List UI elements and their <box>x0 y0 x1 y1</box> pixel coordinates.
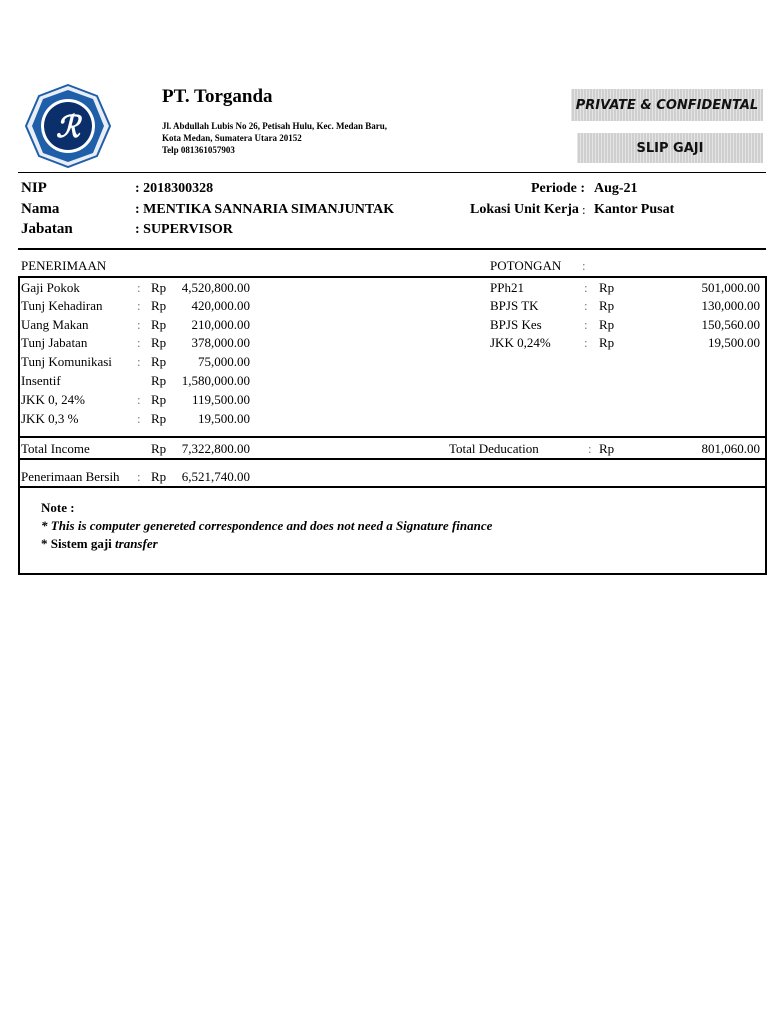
address-line: Telp 081361057903 <box>162 145 235 155</box>
nip-label: NIP <box>21 180 47 196</box>
deduction-amount: 501,000.00 <box>701 280 760 295</box>
income-label: Tunj Kehadiran <box>21 298 103 313</box>
income-colon: : <box>137 392 141 407</box>
note-title: Note : <box>41 500 75 515</box>
deduction-label: BPJS TK <box>490 298 539 313</box>
address-line: Jl. Abdullah Lubis No 26, Petisah Hulu, Kec. Medan Baru, <box>162 121 388 131</box>
income-amount: 210,000.00 <box>191 317 250 332</box>
divider <box>18 172 766 173</box>
income-label: Uang Makan <box>21 317 89 332</box>
deduction-colon: : <box>584 280 588 295</box>
income-currency: Rp <box>151 335 167 350</box>
income-label: JKK 0,3 % <box>21 411 79 426</box>
total-income-currency: Rp <box>151 441 167 456</box>
income-label: Tunj Jabatan <box>21 335 88 350</box>
income-colon: : <box>137 354 141 369</box>
income-label: Insentif <box>21 373 61 388</box>
income-colon: : <box>137 411 141 426</box>
total-income-amount: 7,322,800.00 <box>181 441 250 456</box>
deduction-colon: : <box>584 335 588 350</box>
periode-label: Periode : <box>531 181 586 196</box>
income-amount: 378,000.00 <box>191 335 250 350</box>
income-currency: Rp <box>151 392 167 407</box>
deduction-currency: Rp <box>599 335 615 350</box>
income-amount: 75,000.00 <box>198 354 250 369</box>
company-address <box>162 120 387 156</box>
slip-gaji-banner: SLIP GAJI <box>577 133 763 163</box>
deduction-currency: Rp <box>599 298 615 313</box>
net-income-currency: Rp <box>151 469 167 484</box>
address-line: Kota Medan, Sumatera Utara 20152 <box>162 133 302 143</box>
divider <box>18 248 766 250</box>
income-label: Gaji Pokok <box>21 280 80 295</box>
income-currency: Rp <box>151 373 167 388</box>
deduction-label: BPJS Kes <box>490 317 542 332</box>
nama-value: : MENTIKA SANNARIA SIMANJUNTAK <box>135 202 395 217</box>
income-amount: 19,500.00 <box>198 411 250 426</box>
note-line-2-italic: transfer <box>115 536 158 551</box>
deduction-colon: : <box>584 317 588 332</box>
total-deduction-colon: : <box>588 441 592 456</box>
income-amount: 1,580,000.00 <box>181 373 250 388</box>
income-currency: Rp <box>151 280 167 295</box>
income-label: JKK 0, 24% <box>21 392 85 407</box>
income-currency: Rp <box>151 317 167 332</box>
company-seal-icon <box>24 84 112 168</box>
net-income-colon: : <box>137 469 141 484</box>
penerimaan-header: PENERIMAAN <box>21 258 107 273</box>
total-deduction-label: Total Deducation <box>449 441 539 456</box>
note-line-1: * This is computer genereted correspondence and does not need a Signature finance <box>41 518 493 533</box>
income-colon: : <box>137 335 141 350</box>
svg-text:ℛ: ℛ <box>56 111 80 144</box>
lokasi-value: Kantor Pusat <box>594 202 675 217</box>
income-currency: Rp <box>151 411 167 426</box>
potongan-colon: : <box>582 258 586 273</box>
deduction-amount: 150,560.00 <box>701 317 760 332</box>
lokasi-label: Lokasi Unit Kerja <box>470 202 579 217</box>
divider <box>18 486 767 488</box>
total-deduction-amount: 801,060.00 <box>701 441 760 456</box>
deduction-currency: Rp <box>599 280 615 295</box>
income-amount: 119,500.00 <box>191 392 250 407</box>
deduction-amount: 130,000.00 <box>701 298 760 313</box>
private-confidential-banner: PRIVATE & CONFIDENTAL <box>571 89 763 121</box>
deduction-amount: 19,500.00 <box>708 335 760 350</box>
company-name: PT. Torganda <box>162 86 273 107</box>
net-income-amount: 6,521,740.00 <box>181 469 250 484</box>
total-deduction-currency: Rp <box>599 441 615 456</box>
note-line-2 <box>41 536 158 552</box>
income-currency: Rp <box>151 354 167 369</box>
income-amount: 4,520,800.00 <box>181 280 250 295</box>
income-colon: : <box>137 317 141 332</box>
jabatan-label: Jabatan <box>21 221 73 237</box>
potongan-header: POTONGAN <box>490 258 562 273</box>
jabatan-value: : SUPERVISOR <box>135 222 233 237</box>
total-income-label: Total Income <box>21 441 90 456</box>
deduction-label: PPh21 <box>490 280 524 295</box>
deduction-currency: Rp <box>599 317 615 332</box>
income-currency: Rp <box>151 298 167 313</box>
lokasi-colon: : <box>582 202 586 217</box>
income-label: Tunj Komunikasi <box>21 354 112 369</box>
note-line-2-text: * Sistem gaji <box>41 536 116 551</box>
income-colon: : <box>137 280 141 295</box>
income-amount: 420,000.00 <box>191 298 250 313</box>
nip-value: : 2018300328 <box>135 181 214 196</box>
income-colon: : <box>137 298 141 313</box>
deduction-label: JKK 0,24% <box>490 335 551 350</box>
divider <box>18 436 767 438</box>
deduction-colon: : <box>584 298 588 313</box>
nama-label: Nama <box>21 201 60 217</box>
periode-value: Aug-21 <box>594 181 638 196</box>
divider <box>18 458 767 460</box>
net-income-label: Penerimaan Bersih <box>21 469 120 484</box>
